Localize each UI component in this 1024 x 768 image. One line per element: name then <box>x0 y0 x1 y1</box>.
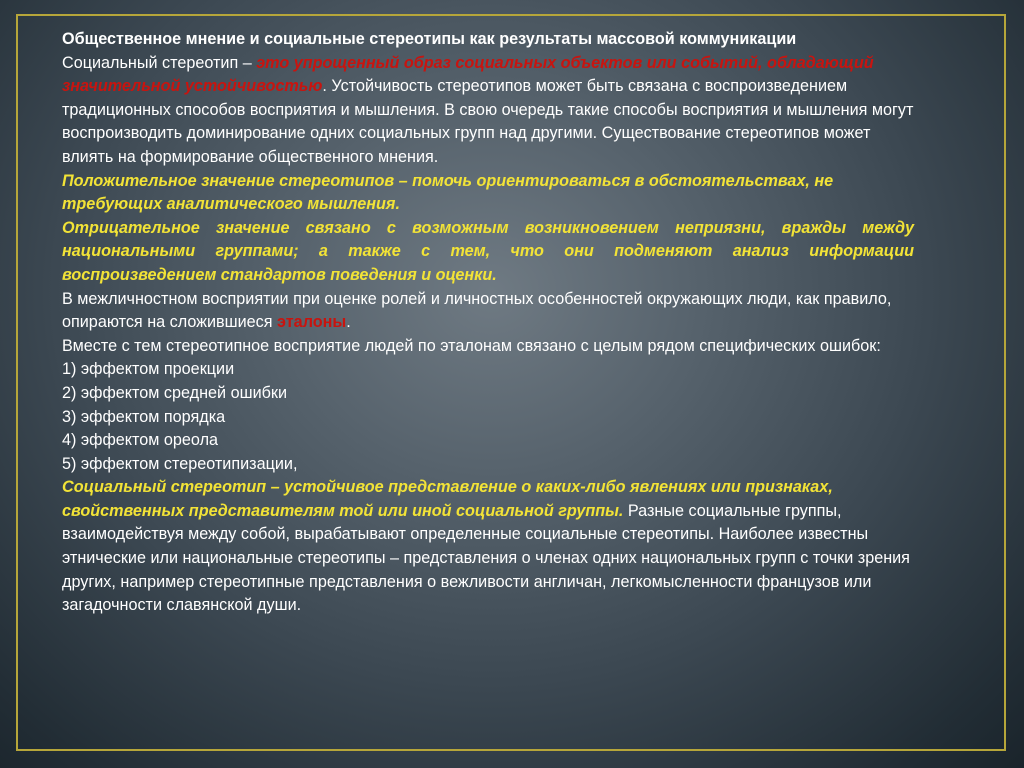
paragraph-stereotype-definition <box>62 52 914 170</box>
paragraph-final <box>62 476 914 618</box>
slide-content <box>62 28 914 618</box>
slide-title: Общественное мнение и социальные стереотипы как результаты массовой коммуникации <box>62 30 797 48</box>
interpersonal-end: . <box>346 313 351 332</box>
paragraph-errors-intro: Вместе с тем стереотипное восприятие людей по эталонам связано с целым рядом специфических ошибок: <box>62 336 881 355</box>
list-item: 5) эффектом стереотипизации, <box>62 454 298 473</box>
paragraph-negative-meaning: Отрицательное значение связано с возможным возникновением неприязни, вражды между национальными группами; а также с тем, что они подменяют анализ информации воспроизведением стандартов поведения и оценки. <box>62 218 914 284</box>
list-item: 1) эффектом проекции <box>62 360 235 379</box>
interpersonal-highlight: эталоны <box>277 313 347 332</box>
final-rest: Разные социальные группы, взаимодействуя между собой, вырабатывают определенные социальные стереотипы. Наиболее известны этнические или национальные стереотипы – представления о членах одних национальных групп с точки зрения других, например стереотипные представления о вежливости англичан, легкомысленности французов или загадочности славянской души. <box>62 501 910 615</box>
list-item: 3) эффектом порядка <box>62 407 226 426</box>
paragraph-positive-meaning: Положительное значение стереотипов – помочь ориентироваться в обстоятельствах, не требующих аналитического мышления. <box>62 171 834 214</box>
definition-rest: . Устойчивость стереотипов может быть связана с воспроизведением традиционных способов восприятия и мышления. В свою очередь такие способы восприятия и мышления могут воспроизводить доминирование одних социальных групп над другими. Существование стереотипов может влиять на формирование общественного мнения. <box>62 77 914 166</box>
definition-intro: Социальный стереотип – <box>62 53 257 72</box>
list-item: 4) эффектом ореола <box>62 431 219 450</box>
final-definition: Социальный стереотип – устойчивое представление о каких-либо явлениях или признаках, свойственных представителям той или иной социальной группы. <box>62 478 833 520</box>
paragraph-interpersonal <box>62 288 914 335</box>
list-item: 2) эффектом средней ошибки <box>62 383 288 402</box>
interpersonal-text: В межличностном восприятии при оценке ролей и личностных особенностей окружающих люди, как правило, опираются на сложившиеся <box>62 289 892 332</box>
definition-highlight: это упрощенный образ социальных объектов или событий, обладающий значительной устойчивостью <box>62 53 874 96</box>
